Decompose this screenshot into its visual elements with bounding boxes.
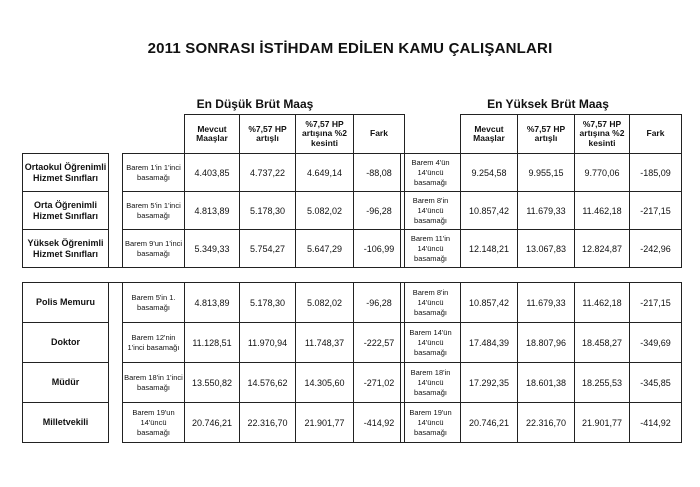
fark-cell: -185,09: [630, 154, 682, 192]
row-spacer: [109, 154, 123, 192]
barem-cell: Barem 11'in 14'üncü basamağı: [401, 230, 461, 268]
mevcut-cell: 12.148,21: [461, 230, 518, 268]
group-gap: [185, 268, 240, 283]
mevcut-cell: 4.403,85: [185, 154, 240, 192]
row-spacer: [109, 403, 123, 443]
page-title: 2011 SONRASI İSTİHDAM EDİLEN KAMU ÇALIŞANLARI: [147, 40, 553, 57]
table-row: [401, 230, 682, 268]
table-row: [23, 192, 405, 230]
barem-cell: Barem 8'in 14'üncü basamağı: [401, 283, 461, 323]
hp-cell: 13.067,83: [518, 230, 575, 268]
table-row: [23, 403, 405, 443]
row-label: Milletvekili: [23, 403, 109, 443]
mevcut-cell: 11.128,51: [185, 323, 240, 363]
row-label: Yüksek Öğrenimli Hizmet Sınıfları: [23, 230, 109, 268]
kesinti-cell: 5.082,02: [296, 283, 354, 323]
barem-cell: Barem 1'in 1'inci basamağı: [123, 154, 185, 192]
barem-cell: Barem 5'in 1'inci basamağı: [123, 192, 185, 230]
hp-cell: 11.679,33: [518, 283, 575, 323]
group-gap: [461, 268, 518, 283]
highest-salary-table: [400, 114, 682, 443]
hp-cell: 18.601,38: [518, 363, 575, 403]
row-label: Orta Öğrenimli Hizmet Sınıfları: [23, 192, 109, 230]
barem-cell: Barem 5'in 1. basamağı: [123, 283, 185, 323]
kesinti-cell: 18.458,27: [575, 323, 630, 363]
row-spacer: [109, 323, 123, 363]
table-row: [401, 192, 682, 230]
table-row: [401, 283, 682, 323]
hp-cell: 11.679,33: [518, 192, 575, 230]
mevcut-cell: 20.746,21: [185, 403, 240, 443]
barem-cell: Barem 18'in 14'üncü basamağı: [401, 363, 461, 403]
fark-cell: -106,99: [354, 230, 405, 268]
hp-cell: 22.316,70: [518, 403, 575, 443]
group-gap: [575, 268, 630, 283]
barem-cell: Barem 19'un 14'üncü basamağı: [401, 403, 461, 443]
kesinti-cell: 21.901,77: [575, 403, 630, 443]
group-gap: [401, 268, 461, 283]
table-row: [23, 363, 405, 403]
kesinti-cell: 11.462,18: [575, 283, 630, 323]
barem-cell: Barem 12'nin 1'inci basamağı: [123, 323, 185, 363]
kesinti-cell: 11.748,37: [296, 323, 354, 363]
mevcut-cell: 4.813,89: [185, 192, 240, 230]
barem-cell: Barem 8'in 14'üncü basamağı: [401, 192, 461, 230]
kesinti-cell: 5.647,29: [296, 230, 354, 268]
column-header: %7,57 HP artışlı: [518, 115, 575, 154]
table-row: [401, 363, 682, 403]
row-label: Polis Memuru: [23, 283, 109, 323]
mevcut-cell: 10.857,42: [461, 283, 518, 323]
row-spacer: [109, 192, 123, 230]
hp-cell: 14.576,62: [240, 363, 296, 403]
column-header: Fark: [630, 115, 682, 154]
table-row: [401, 403, 682, 443]
fark-cell: -414,92: [354, 403, 405, 443]
barem-cell: Barem 19'un 14'üncü basamağı: [123, 403, 185, 443]
row-label: Müdür: [23, 363, 109, 403]
table-row: [23, 283, 405, 323]
header-spacer: [123, 115, 185, 154]
table-row: [401, 154, 682, 192]
fark-cell: -271,02: [354, 363, 405, 403]
column-header: Mevcut Maaşlar: [461, 115, 518, 154]
row-label: Doktor: [23, 323, 109, 363]
barem-cell: Barem 9'un 1'inci basamağı: [123, 230, 185, 268]
kesinti-cell: 9.770,06: [575, 154, 630, 192]
fark-cell: -242,96: [630, 230, 682, 268]
kesinti-cell: 14.305,60: [296, 363, 354, 403]
mevcut-cell: 4.813,89: [185, 283, 240, 323]
hp-cell: 22.316,70: [240, 403, 296, 443]
group-gap: [630, 268, 682, 283]
fark-cell: -96,28: [354, 192, 405, 230]
header-spacer: [23, 115, 109, 154]
row-spacer: [109, 283, 123, 323]
hp-cell: 11.970,94: [240, 323, 296, 363]
fark-cell: -217,15: [630, 283, 682, 323]
mevcut-cell: 17.484,39: [461, 323, 518, 363]
column-header: %7,57 HP artışına %2 kesinti: [296, 115, 354, 154]
table-row: [23, 230, 405, 268]
table-row: [23, 323, 405, 363]
row-spacer: [109, 363, 123, 403]
fark-cell: -414,92: [630, 403, 682, 443]
left-section-title: En Düşük Brüt Maaş: [196, 97, 314, 111]
mevcut-cell: 17.292,35: [461, 363, 518, 403]
hp-cell: 5.178,30: [240, 283, 296, 323]
hp-cell: 9.955,15: [518, 154, 575, 192]
fark-cell: -217,15: [630, 192, 682, 230]
fark-cell: -96,28: [354, 283, 405, 323]
group-gap: [109, 268, 123, 283]
column-header: Mevcut Maaşlar: [185, 115, 240, 154]
fark-cell: -88,08: [354, 154, 405, 192]
mevcut-cell: 13.550,82: [185, 363, 240, 403]
mevcut-cell: 10.857,42: [461, 192, 518, 230]
kesinti-cell: 11.462,18: [575, 192, 630, 230]
hp-cell: 5.754,27: [240, 230, 296, 268]
column-header: Fark: [354, 115, 405, 154]
kesinti-cell: 12.824,87: [575, 230, 630, 268]
group-gap: [123, 268, 185, 283]
table-row: [23, 154, 405, 192]
group-gap: [23, 268, 109, 283]
group-gap: [354, 268, 405, 283]
group-gap: [296, 268, 354, 283]
hp-cell: 18.807,96: [518, 323, 575, 363]
row-spacer: [109, 230, 123, 268]
mevcut-cell: 9.254,58: [461, 154, 518, 192]
table-row: [401, 323, 682, 363]
right-section-title: En Yüksek Brüt Maaş: [487, 97, 609, 111]
barem-cell: Barem 14'ün 14'üncü basamağı: [401, 323, 461, 363]
fark-cell: -349,69: [630, 323, 682, 363]
column-header: %7,57 HP artışına %2 kesinti: [575, 115, 630, 154]
mevcut-cell: 20.746,21: [461, 403, 518, 443]
mevcut-cell: 5.349,33: [185, 230, 240, 268]
hp-cell: 4.737,22: [240, 154, 296, 192]
kesinti-cell: 4.649,14: [296, 154, 354, 192]
kesinti-cell: 18.255,53: [575, 363, 630, 403]
kesinti-cell: 5.082,02: [296, 192, 354, 230]
row-label: Ortaokul Öğrenimli Hizmet Sınıfları: [23, 154, 109, 192]
barem-cell: Barem 18'in 1'inci basamağı: [123, 363, 185, 403]
group-gap: [518, 268, 575, 283]
lowest-salary-table: [22, 114, 405, 443]
header-spacer: [401, 115, 461, 154]
fark-cell: -345,85: [630, 363, 682, 403]
kesinti-cell: 21.901,77: [296, 403, 354, 443]
column-header: %7,57 HP artışlı: [240, 115, 296, 154]
fark-cell: -222,57: [354, 323, 405, 363]
hp-cell: 5.178,30: [240, 192, 296, 230]
group-gap: [240, 268, 296, 283]
barem-cell: Barem 4'ün 14'üncü basamağı: [401, 154, 461, 192]
header-spacer: [109, 115, 123, 154]
